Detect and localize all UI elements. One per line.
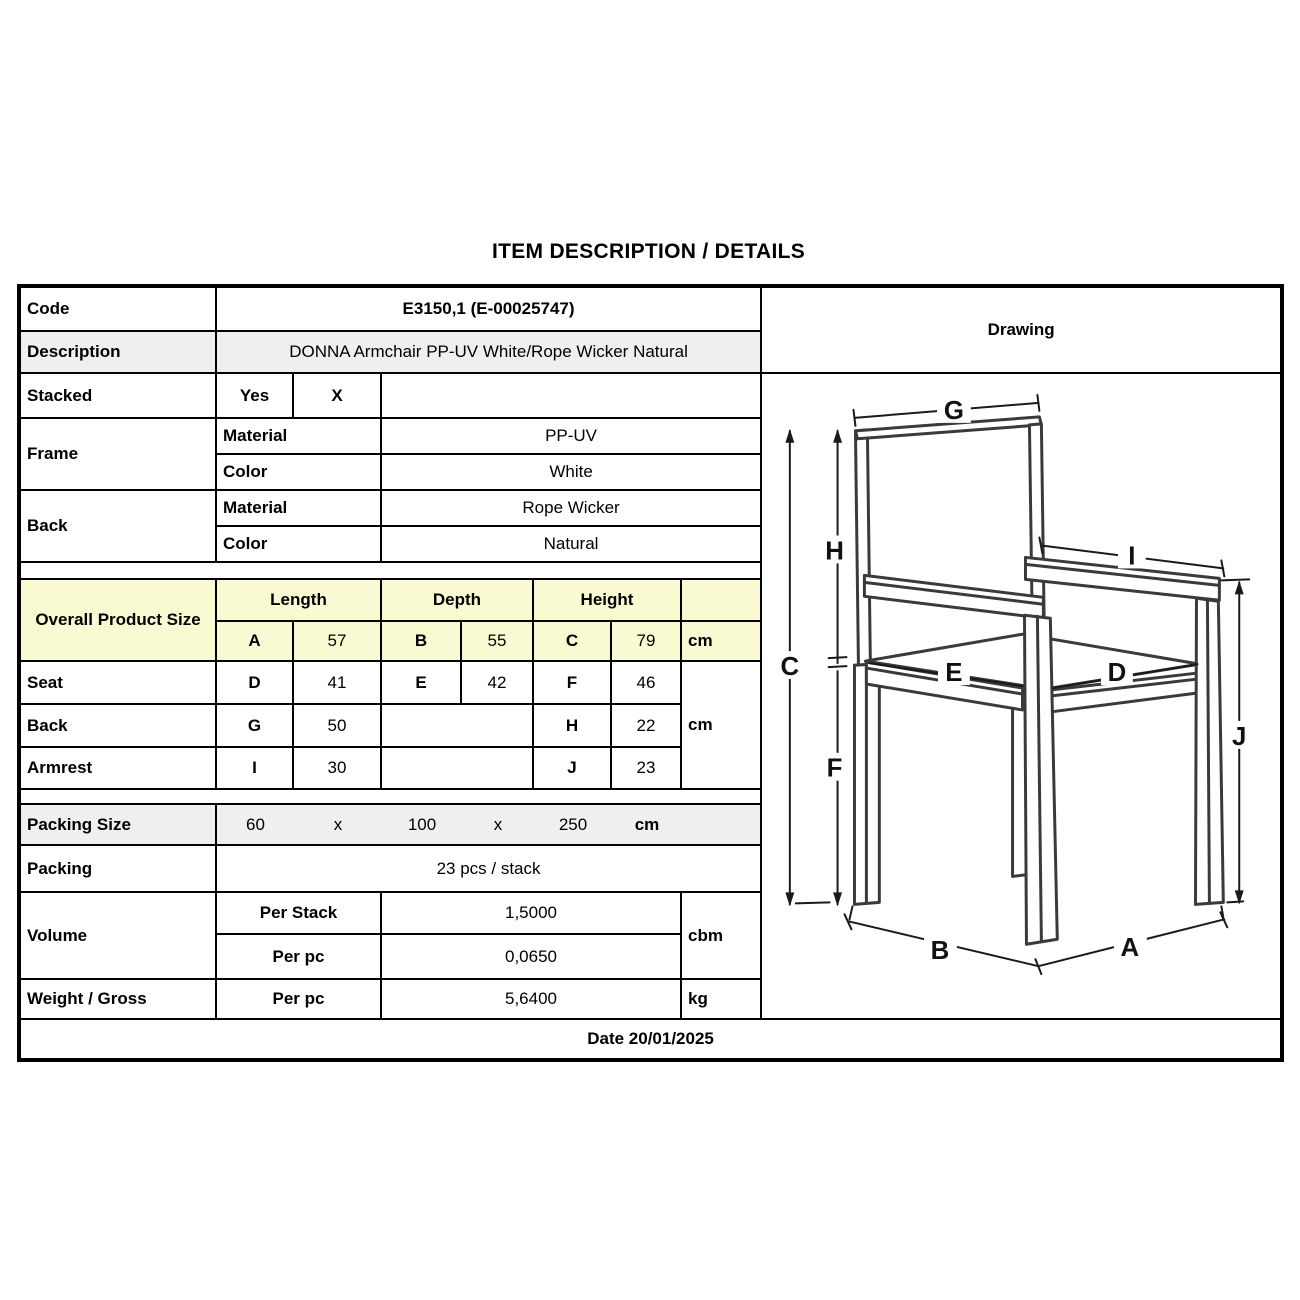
seat-label: Seat: [19, 661, 216, 704]
date-row: Date 20/01/2025: [19, 1019, 1282, 1060]
back-color-value: Natural: [381, 526, 761, 562]
stacked-mark: X: [293, 373, 381, 418]
depth-header: Depth: [381, 579, 533, 621]
dim-c-value: 79: [611, 621, 681, 661]
volume-per-pc-value: 0,0650: [381, 934, 681, 979]
stacked-yes: Yes: [216, 373, 293, 418]
spec-table: [17, 284, 1284, 1062]
back-material-value: Rope Wicker: [381, 490, 761, 526]
back-material-label: Material: [216, 490, 381, 526]
description-value: DONNA Armchair PP-UV White/Rope Wicker Natural: [216, 331, 761, 373]
dim-f-value: 46: [611, 661, 681, 704]
volume-unit: cbm: [681, 892, 761, 979]
dim-c-letter: C: [533, 621, 611, 661]
dim-j-letter: J: [533, 747, 611, 789]
frame-material-label: Material: [216, 418, 381, 454]
packing-size-x1: x: [333, 814, 343, 834]
dim-label-h: H: [825, 537, 845, 566]
dim-i-letter: I: [216, 747, 293, 789]
code-label: Code: [19, 286, 216, 331]
packing-size-v2: 100: [407, 814, 437, 834]
dim-label-a: A: [1120, 934, 1140, 963]
weight-per-pc-label: Per pc: [216, 979, 381, 1019]
packing-size-v3: 250: [558, 814, 588, 834]
weight-label: Weight / Gross: [19, 979, 216, 1019]
packing-size-values: [216, 804, 761, 845]
stacked-empty-cell: [381, 373, 761, 418]
packing-size-x2: x: [493, 814, 503, 834]
dim-label-g: G: [943, 396, 965, 425]
dim-label-b: B: [930, 937, 950, 966]
back-size-label: Back: [19, 704, 216, 747]
chair-back-left-stile: [856, 430, 871, 665]
weight-unit: kg: [681, 979, 761, 1019]
frame-label: Frame: [19, 418, 216, 490]
frame-color-label: Color: [216, 454, 381, 490]
dim-label-d: D: [1107, 659, 1127, 688]
weight-per-pc-value: 5,6400: [381, 979, 681, 1019]
packing-label: Packing: [19, 845, 216, 892]
frame-material-value: PP-UV: [381, 418, 761, 454]
volume-per-stack-value: 1,5000: [381, 892, 681, 934]
dim-j-value: 23: [611, 747, 681, 789]
drawing-header: Drawing: [761, 286, 1282, 373]
overall-size-unit: cm: [681, 621, 761, 661]
volume-per-pc-label: Per pc: [216, 934, 381, 979]
stacked-label: Stacked: [19, 373, 216, 418]
overall-size-label: Overall Product Size: [19, 579, 216, 661]
description-label: Description: [19, 331, 216, 373]
armrest-label: Armrest: [19, 747, 216, 789]
chair-outline: [855, 417, 1224, 944]
dim-label-e: E: [945, 659, 963, 688]
packing-value: 23 pcs / stack: [216, 845, 761, 892]
dim-e-value: 42: [461, 661, 533, 704]
dim-d-value: 41: [293, 661, 381, 704]
dim-f-letter: F: [533, 661, 611, 704]
height-header: Height: [533, 579, 681, 621]
dim-h-value: 22: [611, 704, 681, 747]
back-label: Back: [19, 490, 216, 562]
spacer-row: [19, 562, 761, 579]
volume-per-stack-label: Per Stack: [216, 892, 381, 934]
code-value: E3150,1 (E-00025747): [216, 286, 761, 331]
dim-d-letter: D: [216, 661, 293, 704]
page-title: ITEM DESCRIPTION / DETAILS: [491, 240, 806, 263]
frame-color-value: White: [381, 454, 761, 490]
dim-b-letter: B: [381, 621, 461, 661]
chair-left-armrest: [865, 575, 1044, 618]
spacer-row: [19, 789, 761, 804]
packing-size-unit: cm: [634, 814, 660, 834]
length-header: Length: [216, 579, 381, 621]
chair-technical-drawing: [762, 374, 1280, 1018]
dim-label-i: I: [1128, 542, 1136, 571]
dim-label-j: J: [1232, 722, 1247, 751]
dim-e-letter: E: [381, 661, 461, 704]
dim-a-value: 57: [293, 621, 381, 661]
packing-size-v1: 60: [246, 814, 265, 834]
seat-back-armrest-unit: cm: [681, 661, 761, 789]
dim-a-letter: A: [216, 621, 293, 661]
dim-b-value: 55: [461, 621, 533, 661]
dim-i-value: 30: [293, 747, 381, 789]
back-size-empty-cell: [381, 704, 533, 747]
drawing-area: [761, 373, 1282, 1019]
armrest-empty-cell: [381, 747, 533, 789]
overall-size-empty-cell: [681, 579, 761, 621]
dim-label-f: F: [826, 754, 843, 783]
volume-label: Volume: [19, 892, 216, 979]
dim-g-value: 50: [293, 704, 381, 747]
back-color-label: Color: [216, 526, 381, 562]
dim-label-c: C: [780, 653, 800, 682]
dim-g-letter: G: [216, 704, 293, 747]
packing-size-label: Packing Size: [19, 804, 216, 845]
dim-h-letter: H: [533, 704, 611, 747]
